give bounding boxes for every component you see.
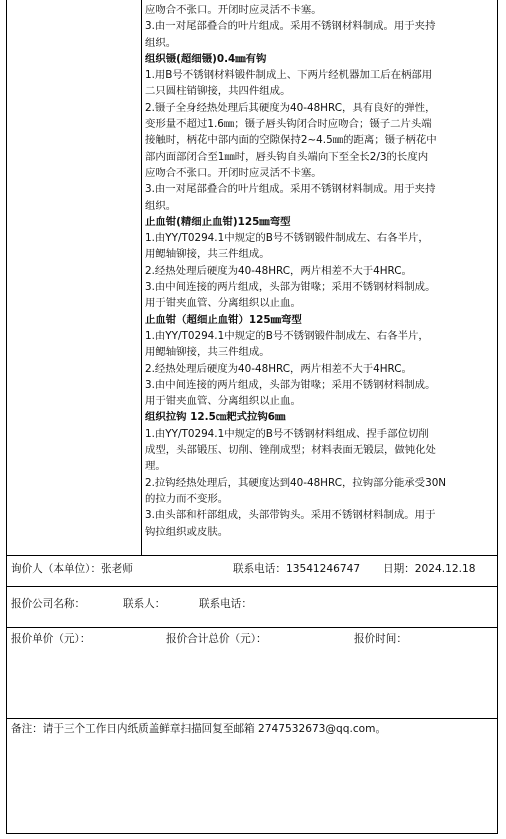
spec-line: 用于钳夹血管、分离组织以止血。 [145,395,301,408]
spec-line: 2.镊子全身经热处理后其硬度为40-48HRC，具有良好的弹性， [145,101,436,114]
spec-line: 2.经热处理后硬度为40-48HRC，两片相差不大于4HRC。 [145,362,412,375]
spec-line: 1.用B号不锈钢材料锻件制成上、下两片经机器加工后在柄部用 [145,69,433,82]
spec-line: 1.由YY/T0294.1中规定的B号不锈钢锻件制成左、右各半片， [145,232,429,245]
spec-line: 3.由中间连接的两片组成，头部为钳喙；采用不锈钢材料制成。 [145,281,436,294]
date-value: 2024.12.18 [414,563,476,575]
spec-line: 用鳃轴铆接，共三件组成。 [145,346,270,359]
spec-line: 二只圆柱销铆接，共四件组成。 [145,85,291,98]
spec-item-heading: 组织拉钩 12.5㎝耙式拉钩6㎜ [145,411,286,424]
quotation-form [6,0,498,834]
divider [7,627,497,628]
unit-price-label: 报价单价（元）： [11,633,91,645]
divider [7,586,497,587]
spec-line: 3.由中间连接的两片组成，头部为钳喙；采用不锈钢材料制成。 [145,378,436,391]
contact-label: 联系人： [123,598,166,610]
divider [7,718,497,719]
spec-line: 理。 [145,460,166,473]
spec-line: 变形量不超过1.6㎜；镊子唇头钩闭合时应吻合；镊子二片头端 [145,118,432,131]
phone-label: 联系电话： [233,563,286,575]
date-label: 日期： [383,563,415,575]
spec-line: 2.经热处理后硬度为40-48HRC，两片相差不大于4HRC。 [145,264,412,277]
spec-item-heading: 止血钳（超细止血钳）125㎜弯型 [145,313,302,326]
spec-line: 3.由头部和杆部组成，头部带钩头。采用不锈钢材料制成。用于 [145,509,436,522]
item-name-cell [7,0,142,555]
inquirer-label: 询价人（本单位）： [11,563,102,575]
spec-line: 用鳃轴铆接，共三件组成。 [145,248,270,261]
spec-line: 3.由一对尾部叠合的叶片组成。采用不锈钢材料制成。用于夹持 [145,183,436,196]
spec-line: 1.由YY/T0294.1中规定的B号不锈钢材料组成、捏手部位切削 [145,427,429,440]
spec-item-heading: 止血钳(精细止血钳)125㎜弯型 [145,215,291,228]
spec-row [7,0,497,555]
spec-line: 部内面部闭合至1㎜时，唇头钩自头端向下至全长2/3的长度内 [145,150,429,163]
spec-line: 钩拉组织或皮肤。 [145,525,229,538]
spec-line: 用于钳夹血管、分离组织以止血。 [145,297,301,310]
spec-line: 组织。 [145,199,177,212]
spec-line: 3.由一对尾部叠合的叶片组成。采用不锈钢材料制成。用于夹持 [145,20,436,33]
company-phone-label: 联系电话： [199,598,252,610]
inquirer-value: 张老师 [101,563,133,575]
spec-line: 的拉力而不变形。 [145,492,229,505]
spec-line: 成型，头部锻压、切削、锉削成型；材料表面无锻层，做钝化处 [145,444,436,457]
remark-row [11,722,386,736]
spec-line: 1.由YY/T0294.1中规定的B号不锈钢锻件制成左、右各半片， [145,329,429,342]
total-price-label: 报价合计总价（元）： [166,633,267,645]
spec-description [145,2,495,540]
spec-line: 接触时，柄花中部内面的空隙保持2~4.5㎜的距离；镊子柄花中 [145,134,437,147]
spec-line: 应吻合不张口。开闭时应灵活不卡塞。 [145,166,322,179]
divider [7,555,497,556]
quote-time-label: 报价时间： [354,633,407,645]
remark-text: 备注：请于三个工作日内纸质盖鲜章扫描回复至邮箱 2747532673@qq.com。 [11,723,387,735]
company-label: 报价公司名称： [11,598,86,610]
spec-item-heading: 组织镊(超细镊)0.4㎜有钩 [145,52,267,65]
spec-line: 组织。 [145,36,177,49]
spec-line: 应吻合不张口。开闭时应灵活不卡塞。 [145,4,322,16]
phone-value: 13541246747 [285,563,361,575]
spec-line: 2.拉钩经热处理后，其硬度达到40-48HRC，拉钩部分能承受30N [145,476,447,489]
